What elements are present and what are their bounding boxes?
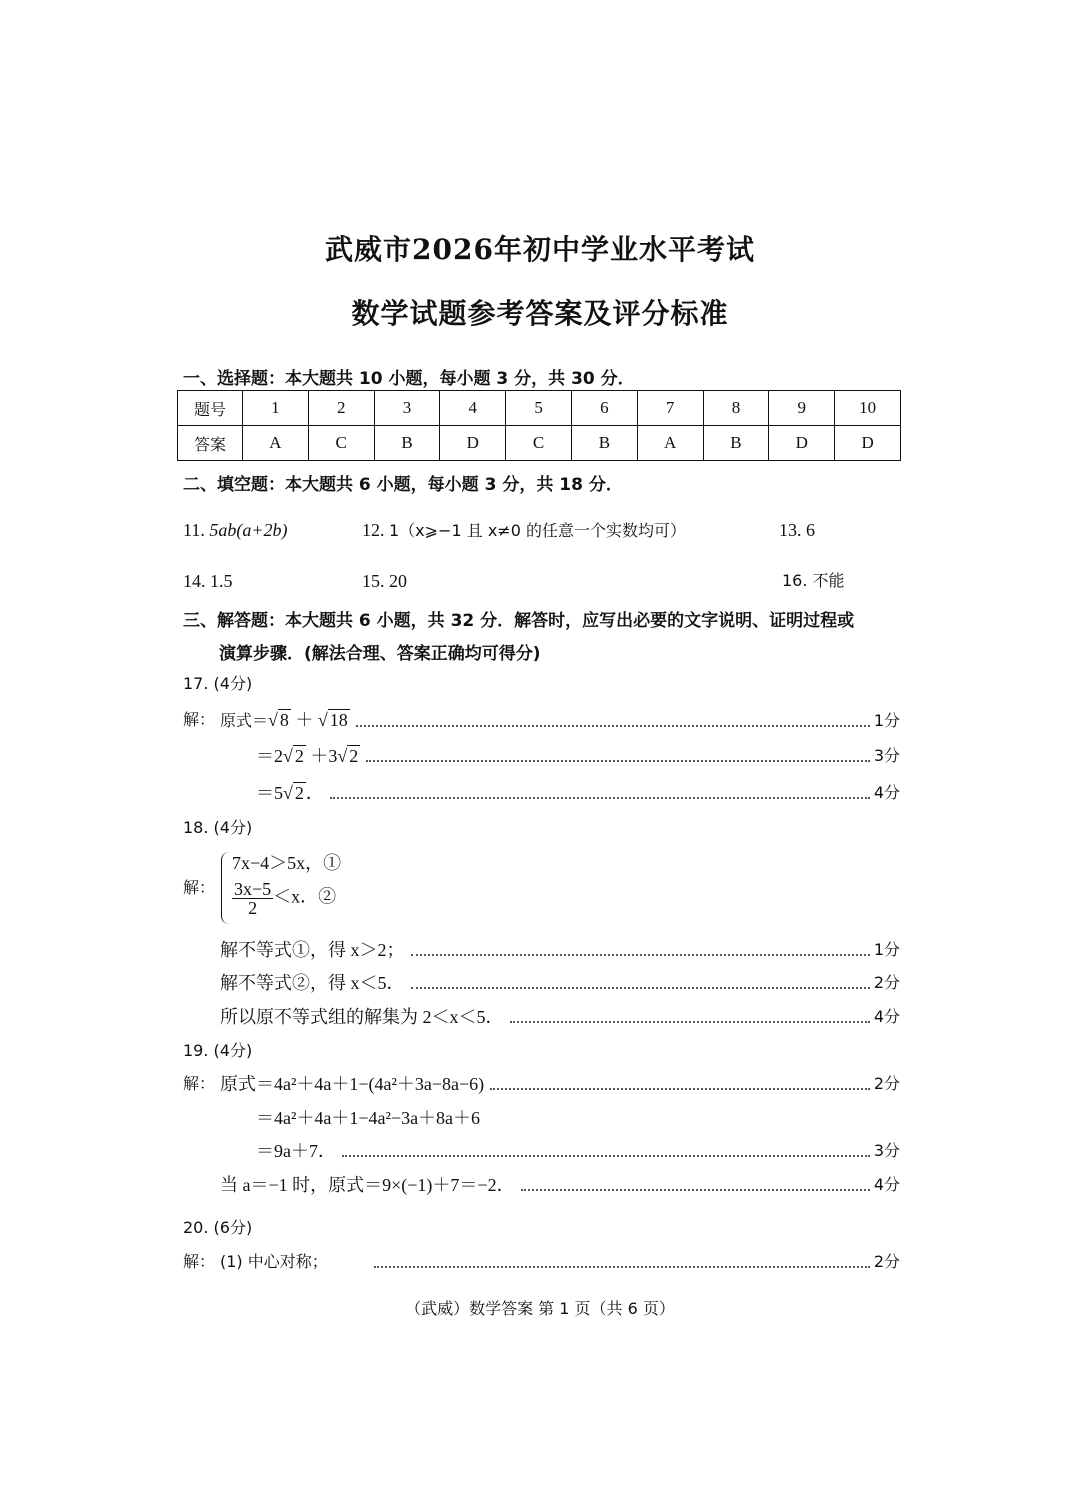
plus-sign: ＋ — [290, 710, 318, 730]
q18-step-1 — [220, 939, 900, 961]
q17-step-3 — [256, 782, 900, 804]
leader-dots — [342, 1154, 870, 1157]
radicand: 2 — [349, 746, 359, 766]
answer-cell: C — [506, 426, 572, 461]
q20-solve-label: 解： — [183, 1252, 216, 1271]
answer-cell: D — [769, 426, 835, 461]
q18-inequality-2 — [232, 880, 336, 917]
answer-cell: B — [703, 426, 769, 461]
coefficient: ＝2 — [256, 746, 283, 766]
q18-step-2 — [220, 972, 900, 994]
inequality-rest: ＜x．② — [273, 886, 337, 907]
table-row-questions — [178, 391, 901, 426]
q19-step-1 — [220, 1073, 900, 1095]
section2-heading: 二、填空题：本大题共 6 小题，每小题 3 分，共 18 分． — [183, 475, 623, 495]
radicand: 18 — [329, 710, 348, 730]
answer-table — [177, 390, 901, 461]
row-label-question: 题号 — [178, 391, 243, 426]
score-points: 3分 — [873, 1141, 900, 1160]
coefficient: ＝5 — [256, 783, 283, 803]
q19-step-2: ＝4a²＋4a＋1−4a²−3a＋8a＋6 — [256, 1108, 481, 1128]
fill-q15: 15. 20 — [362, 571, 407, 591]
q19-step-4 — [220, 1174, 900, 1196]
question-number: 3 — [374, 391, 440, 426]
q19-solve-label: 解： — [183, 1074, 216, 1093]
fill-q12 — [362, 519, 686, 542]
answer-cell: D — [835, 426, 901, 461]
q19-step-4-text: 当 a＝−1 时，原式＝9×(−1)＋7＝−2． — [220, 1175, 515, 1195]
q20-step-1-text: (1) 中心对称； — [220, 1252, 328, 1271]
fraction — [232, 880, 273, 917]
question-number: 5 — [506, 391, 572, 426]
answer-cell: A — [243, 426, 309, 461]
answer-cell: D — [440, 426, 506, 461]
leader-dots — [411, 986, 870, 989]
q20-header: 20. (6分) — [183, 1218, 253, 1237]
fill-q14: 14. 1.5 — [183, 571, 233, 591]
answer-cell: B — [571, 426, 637, 461]
q17-step-2 — [256, 745, 900, 767]
fill-q11 — [183, 519, 287, 541]
score-points: 4分 — [873, 783, 900, 802]
system-brace — [221, 852, 230, 924]
answer-cell: A — [637, 426, 703, 461]
q17-step-3-expr — [256, 782, 324, 804]
row-label-answer: 答案 — [178, 426, 243, 461]
q19-step-1-text: 原式＝4a²＋4a＋1−(4a²＋3a−8a−6) — [220, 1074, 485, 1094]
score-points: 2分 — [873, 1252, 900, 1271]
leader-dots — [521, 1188, 870, 1191]
leader-dots — [490, 1087, 870, 1090]
leader-dots — [510, 1020, 870, 1023]
sqrt-sign: √ 8 — [268, 710, 289, 730]
score-points: 1分 — [873, 711, 900, 730]
question-number: 8 — [703, 391, 769, 426]
question-number: 10 — [835, 391, 901, 426]
q17-header: 17. (4分) — [183, 674, 253, 693]
q17-step-1-prefix: 原式＝ — [220, 711, 269, 730]
leader-dots — [356, 724, 870, 727]
q17-solve-label: 解： — [183, 710, 216, 729]
period: ． — [305, 783, 324, 803]
page-subtitle: 数学试题参考答案及评分标准 — [351, 297, 729, 330]
q18-step-3-text: 所以原不等式组的解集为 2＜x＜5． — [220, 1007, 504, 1027]
leader-dots — [374, 1265, 870, 1268]
radicand: 2 — [294, 746, 304, 766]
score-points: 4分 — [873, 1175, 900, 1194]
q11-number: 11. — [183, 520, 205, 540]
leader-dots — [330, 796, 870, 799]
q18-step-3 — [220, 1006, 900, 1028]
score-points: 1分 — [873, 940, 900, 959]
question-number: 4 — [440, 391, 506, 426]
question-number: 6 — [571, 391, 637, 426]
question-number: 2 — [308, 391, 374, 426]
fill-q13: 13. 6 — [779, 520, 815, 540]
fill-q16: 16. 不能 — [782, 571, 845, 590]
q18-header: 18. (4分) — [183, 818, 253, 837]
q12-answer: 1（x⩾−1 且 x≠0 的任意一个实数均可） — [389, 521, 686, 540]
leader-dots — [366, 759, 870, 762]
radicand: 2 — [294, 783, 304, 803]
section3-heading: 三、解答题：本大题共 6 小题，共 32 分．解答时，应写出必要的文字说明、证明过程或 — [183, 611, 855, 631]
q19-header: 19. (4分) — [183, 1041, 253, 1060]
score-points: 2分 — [873, 1074, 900, 1093]
section3-heading-cont: 演算步骤．(解法合理、答案正确均可得分) — [219, 644, 541, 664]
q18-inequality-1: 7x−4＞5x，① — [232, 853, 342, 873]
sqrt-sign: √ 2 — [283, 783, 304, 803]
q17-step-2-expr — [256, 745, 360, 767]
q11-answer: 5ab(a+2b) — [209, 520, 288, 540]
score-points: 2分 — [873, 973, 900, 992]
score-points: 3分 — [873, 746, 900, 765]
q12-number: 12. — [362, 520, 385, 540]
question-number: 1 — [243, 391, 309, 426]
page-footer: （武威）数学答案 第 1 页（共 6 页） — [405, 1299, 675, 1318]
q19-step-3 — [256, 1140, 900, 1162]
page-title: 武威市2026年初中学业水平考试 — [325, 233, 755, 266]
coefficient: ＋3 — [305, 746, 338, 766]
sqrt-sign: √ 18 — [317, 710, 348, 730]
answer-cell: C — [308, 426, 374, 461]
q18-step-1-text: 解不等式①，得 x＞2； — [220, 940, 405, 960]
q20-step-1 — [220, 1251, 900, 1273]
q18-step-2-text: 解不等式②，得 x＜5． — [220, 973, 405, 993]
leader-dots — [411, 953, 870, 956]
sqrt-sign: √ 2 — [337, 746, 359, 766]
q18-solve-label: 解： — [183, 878, 216, 897]
sqrt-sign: √ 2 — [283, 746, 304, 766]
fraction-numerator: 3x−5 — [234, 879, 272, 899]
question-number: 9 — [769, 391, 835, 426]
answer-cell: B — [374, 426, 440, 461]
radicand: 8 — [279, 710, 289, 730]
score-points: 4分 — [873, 1007, 900, 1026]
table-row-answers — [178, 426, 901, 461]
fraction-denominator: 2 — [248, 898, 258, 918]
q17-step-1-expr — [220, 709, 350, 732]
question-number: 7 — [637, 391, 703, 426]
section1-heading: 一、选择题：本大题共 10 小题，每小题 3 分，共 30 分． — [183, 369, 635, 389]
q19-step-3-text: ＝9a＋7． — [256, 1141, 336, 1161]
q17-step-1 — [220, 709, 900, 732]
